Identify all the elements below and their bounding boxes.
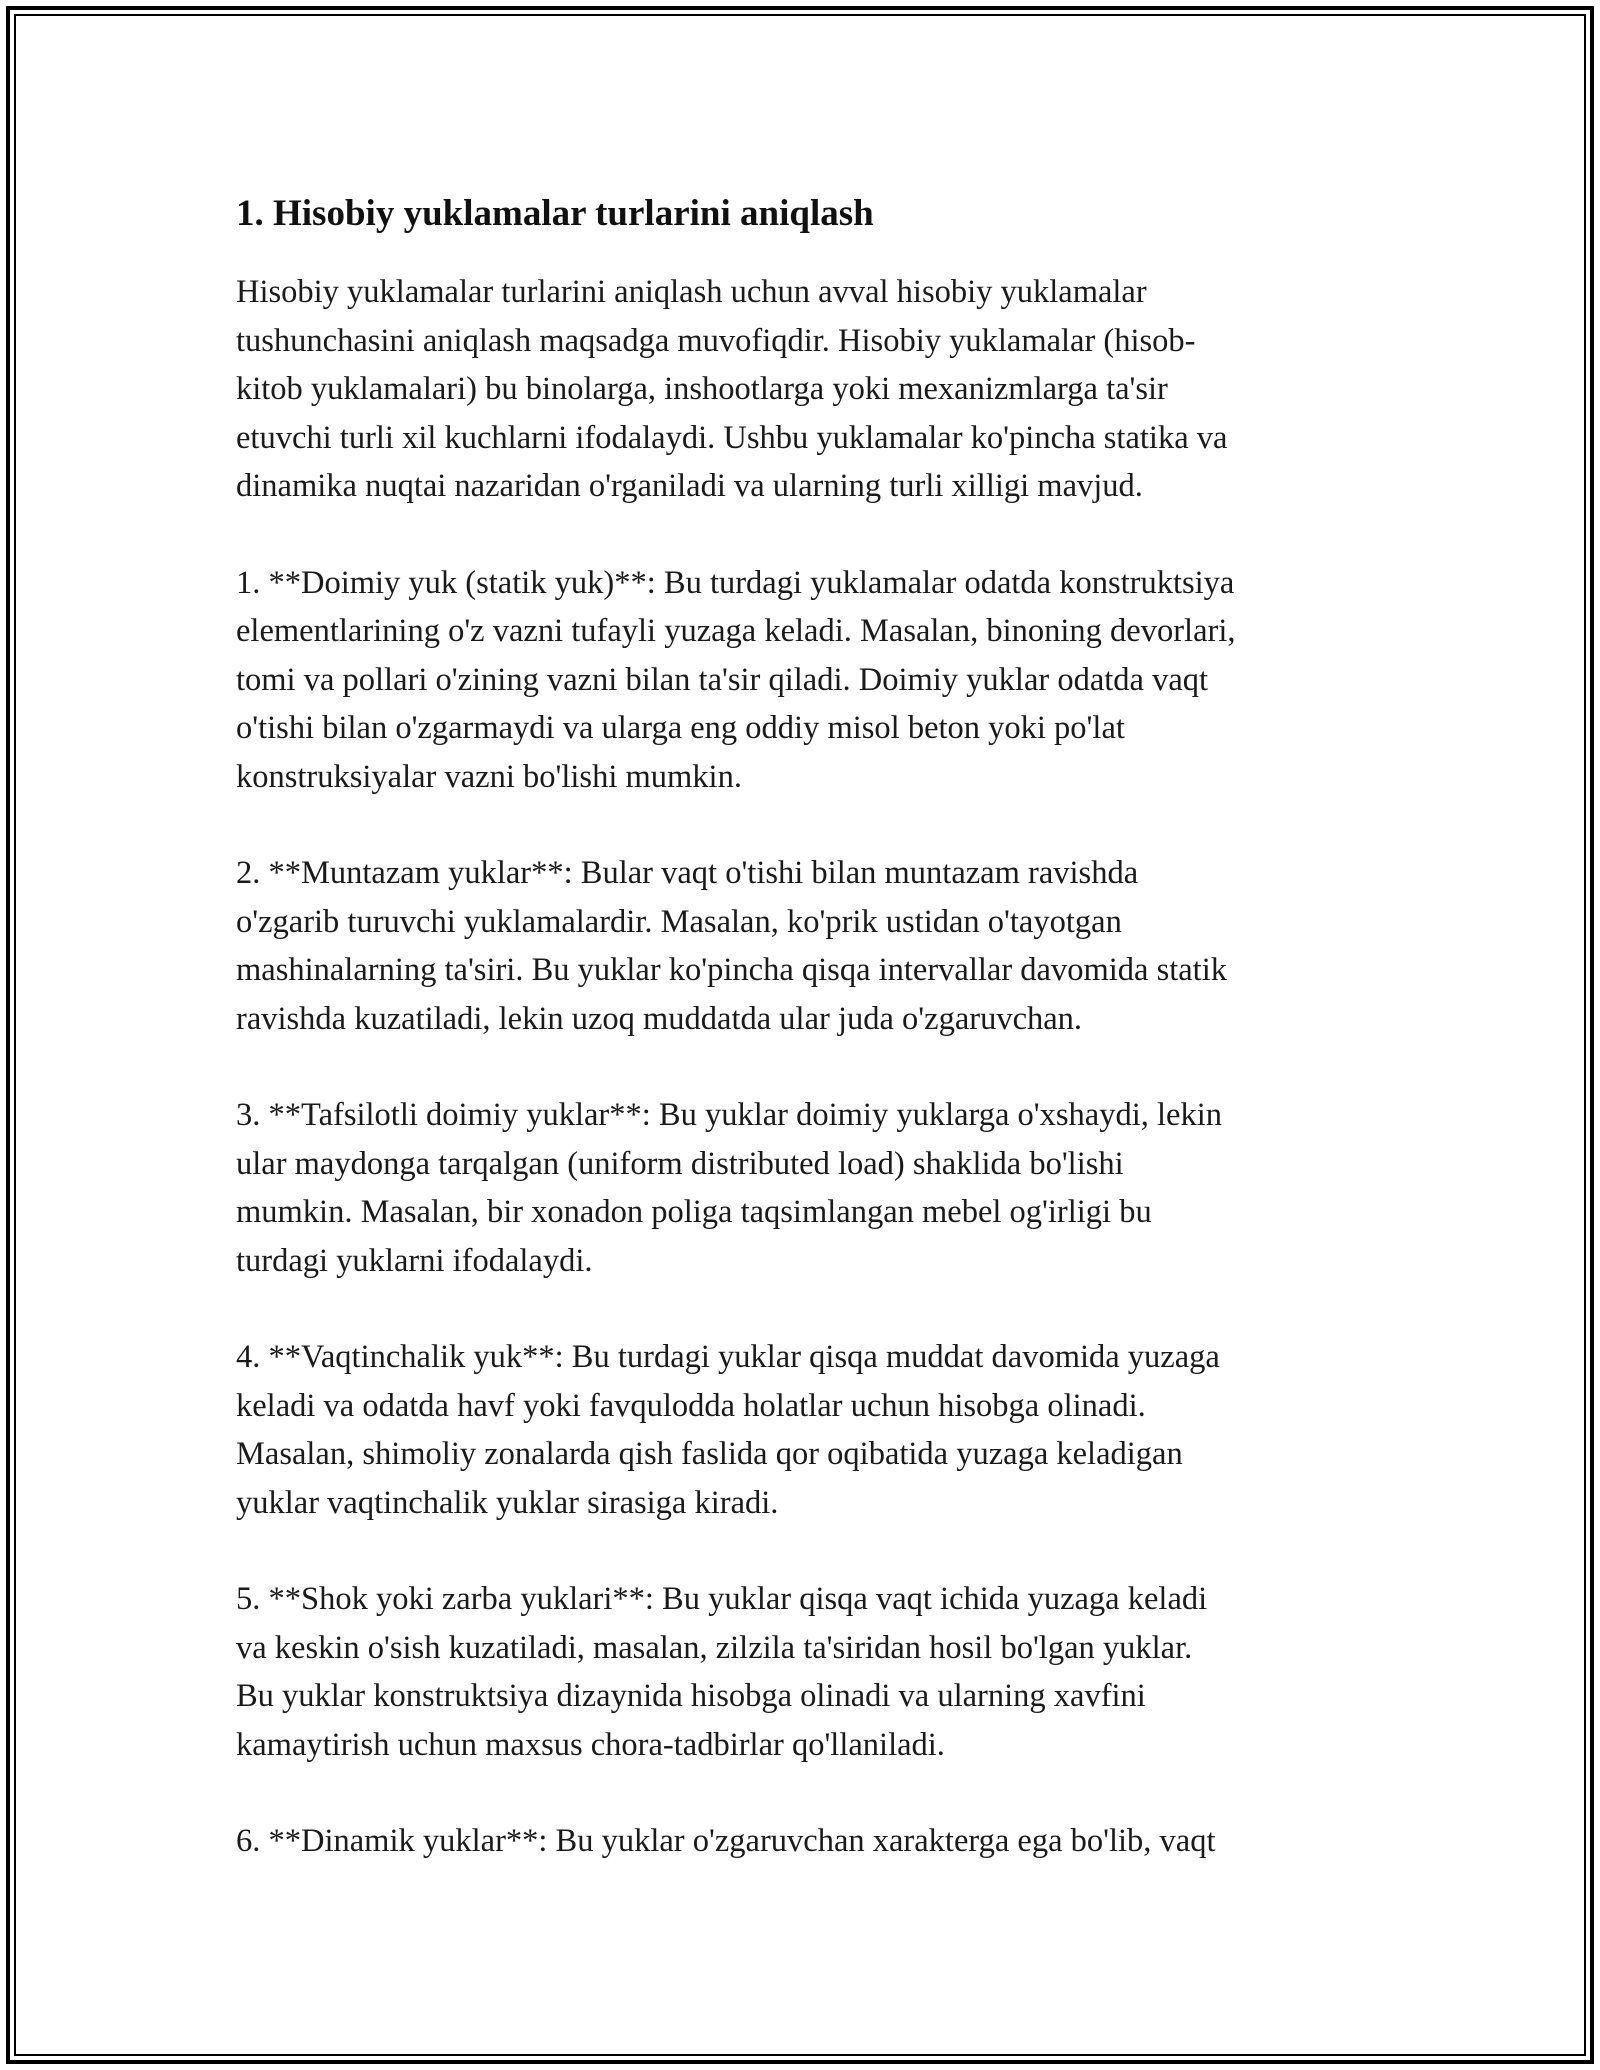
paragraph-intro bbox=[236, 268, 1376, 511]
paragraph-line: ravishda kuzatiladi, lekin uzoq muddatda ular juda o'zgaruvchan. bbox=[236, 1000, 1083, 1037]
paragraph-line: keladi va odatda havf yoki favqulodda holatlar uchun hisobga olinadi. bbox=[236, 1387, 1146, 1424]
paragraph-line: etuvchi turli xil kuchlarni ifodalaydi. Ushbu yuklamalar ko'pincha statika va bbox=[236, 419, 1228, 456]
paragraph-line: yuklar vaqtinchalik yuklar sirasiga kiradi. bbox=[236, 1484, 779, 1521]
paragraph-line: ular maydonga tarqalgan (uniform distributed load) shaklida bo'lishi bbox=[236, 1145, 1124, 1182]
paragraph-item-3 bbox=[236, 1091, 1376, 1285]
document-body bbox=[236, 186, 1376, 1914]
paragraph-line: 2. **Muntazam yuklar**: Bular vaqt o'tishi bilan muntazam ravishda bbox=[236, 855, 1139, 891]
paragraph-line: turdagi yuklarni ifodalaydi. bbox=[236, 1242, 593, 1279]
paragraph-line: 3. **Tafsilotli doimiy yuklar**: Bu yuklar doimiy yuklarga o'xshaydi, lekin bbox=[236, 1097, 1222, 1133]
document-title: 1. Hisobiy yuklamalar turlarini aniqlash bbox=[236, 193, 874, 234]
paragraph-line: elementlarining o'z vazni tufayli yuzaga keladi. Masalan, binoning devorlari, bbox=[236, 613, 1236, 649]
paragraph-line: Masalan, shimoliy zonalarda qish faslida qor oqibatida yuzaga keladigan bbox=[236, 1436, 1183, 1472]
paragraph-line: o'zgarib turuvchi yuklamalardir. Masalan, ko'prik ustidan o'tayotgan bbox=[236, 903, 1122, 940]
paragraph-line: mashinalarning ta'siri. Bu yuklar ko'pincha qisqa intervallar davomida statik bbox=[236, 952, 1227, 988]
paragraph-line: konstruksiyalar vazni bo'lishi mumkin. bbox=[236, 758, 742, 795]
paragraph-line: 6. **Dinamik yuklar**: Bu yuklar o'zgaruvchan xarakterga ega bo'lib, vaqt bbox=[236, 1823, 1216, 1859]
paragraph-line: Bu yuklar konstruktsiya dizaynida hisobga olinadi va ularning xavfini bbox=[236, 1678, 1146, 1714]
paragraph-item-2 bbox=[236, 849, 1376, 1043]
paragraph-line: 4. **Vaqtinchalik yuk**: Bu turdagi yuklar qisqa muddat davomida yuzaga bbox=[236, 1339, 1220, 1375]
paragraph-line: kamaytirish uchun maxsus chora-tadbirlar qo'llaniladi. bbox=[236, 1726, 945, 1763]
paragraph-line: 1. **Doimiy yuk (statik yuk)**: Bu turdagi yuklamalar odatda konstruktsiya bbox=[236, 564, 1235, 601]
paragraph-item-1 bbox=[236, 559, 1376, 802]
paragraph-line: o'tishi bilan o'zgarmaydi va ularga eng oddiy misol beton yoki po'lat bbox=[236, 710, 1125, 746]
paragraph-line: mumkin. Masalan, bir xonadon poliga taqsimlangan mebel og'irligi bu bbox=[236, 1194, 1152, 1230]
paragraph-item-6 bbox=[236, 1817, 1376, 1866]
paragraph-line: va keskin o'sish kuzatiladi, masalan, zilzila ta'siridan hosil bo'lgan yuklar. bbox=[236, 1629, 1193, 1666]
paragraph-line: dinamika nuqtai nazaridan o'rganiladi va ularning turli xilligi mavjud. bbox=[236, 468, 1143, 504]
paragraph-item-5 bbox=[236, 1575, 1376, 1769]
paragraph-item-4 bbox=[236, 1333, 1376, 1527]
paragraph-line: 5. **Shok yoki zarba yuklari**: Bu yuklar qisqa vaqt ichida yuzaga keladi bbox=[236, 1581, 1208, 1617]
paragraph-line: Hisobiy yuklamalar turlarini aniqlash uchun avval hisobiy yuklamalar bbox=[236, 274, 1147, 310]
paragraph-line: tushunchasini aniqlash maqsadga muvofiqdir. Hisobiy yuklamalar (hisob- bbox=[236, 322, 1196, 359]
paragraph-line: kitob yuklamalari) bu binolarga, inshootlarga yoki mexanizmlarga ta'sir bbox=[236, 371, 1168, 407]
paragraph-line: tomi va pollari o'zining vazni bilan ta'sir qiladi. Doimiy yuklar odatda vaqt bbox=[236, 661, 1209, 698]
